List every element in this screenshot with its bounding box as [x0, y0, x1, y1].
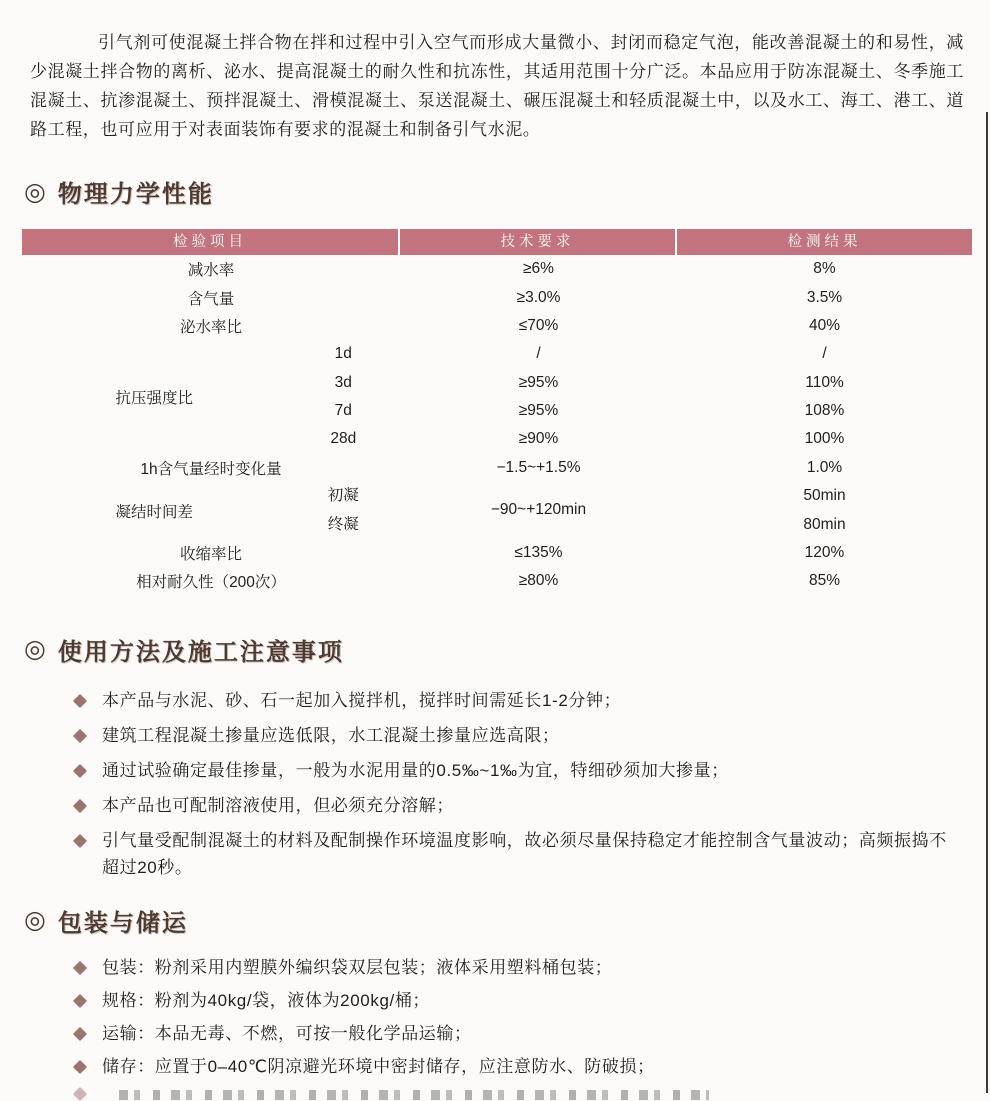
document-page — [0, 28, 990, 1093]
diamond-bullet-icon — [73, 799, 87, 813]
list-item — [74, 1020, 950, 1047]
list-item-text: 包装：粉剂采用内塑膜外编织袋双层包装；液体采用塑料桶包装； — [102, 957, 613, 977]
clipped-text-fragment — [119, 1090, 709, 1100]
cell-requirement: ≥90% — [518, 430, 559, 448]
section-heading-packaging — [24, 903, 990, 938]
cell-result: / — [822, 345, 827, 363]
cell-sub-item: 3d — [334, 373, 352, 391]
table-row — [22, 454, 972, 482]
list-item — [74, 954, 950, 981]
list-item — [74, 722, 950, 749]
list-item — [74, 757, 950, 784]
cell-sub-item: 28d — [330, 430, 357, 448]
table-row — [22, 255, 972, 283]
section-marker-icon: ◎ — [24, 635, 48, 664]
cell-item: 泌水率比 — [179, 318, 242, 336]
cell-result: 120% — [804, 544, 845, 562]
list-item-text: 建筑工程混凝土掺量应选低限，水工混凝土掺量应选高限； — [102, 725, 560, 745]
cell-result: 110% — [805, 373, 844, 391]
packaging-list — [74, 954, 950, 1080]
cell-item: 收缩率比 — [179, 546, 242, 564]
table-row — [22, 539, 972, 567]
column-header-result: 检测结果 — [787, 234, 862, 250]
cell-requirement: ≥80% — [518, 572, 559, 590]
cell-item: 凝结时间差 — [115, 503, 194, 521]
table-group-row-compressive — [22, 340, 972, 454]
section-marker-icon: ◎ — [24, 906, 48, 935]
cell-requirement: ≤135% — [514, 544, 563, 562]
cell-requirement: −1.5~+1.5% — [496, 458, 581, 476]
list-item-text: 储存：应置于0–40℃阴凉避光环境中密封储存，应注意防水、防破损； — [102, 1056, 655, 1076]
cell-result: 1.0% — [806, 458, 843, 476]
cell-requirement: ≥95% — [518, 401, 559, 419]
cell-sub-item: 1d — [334, 345, 352, 363]
diamond-bullet-icon — [73, 729, 87, 743]
cell-result: 3.5% — [806, 288, 843, 306]
cell-item: 减水率 — [187, 262, 235, 280]
list-item — [74, 792, 950, 819]
list-item-text: 规格：粉剂为40kg/袋，液体为200kg/桶； — [102, 990, 431, 1010]
table-header-row — [22, 229, 972, 255]
cell-sub-item: 初凝 — [327, 487, 359, 505]
cell-result: 50min — [803, 487, 846, 505]
list-item-text: 本产品也可配制溶液使用，但必须充分溶解； — [102, 795, 454, 815]
cell-requirement: ≥6% — [523, 260, 554, 278]
table-group-row-setting-time — [22, 482, 972, 539]
cell-requirement: ≥95% — [518, 373, 559, 391]
intro-paragraph: 引气剂可使混凝土拌合物在拌和过程中引入空气而形成大量微小、封闭而稳定气泡，能改善混凝土的和易性，减少混凝土拌合物的离析、泌水、提高混凝土的耐久性和抗冻性，其适用范围十分广泛。本品应用于防冻混凝土、冬季施工混凝土、抗渗混凝土、预拌混凝土、滑模混凝土、泵送混凝土、碾压混凝土和轻质混凝土中，以及水工、海工、港工、道路工程，也可应用于对表面装饰有要求的混凝土和制备引气水泥。 — [30, 33, 964, 139]
table-row — [22, 567, 972, 595]
cell-requirement: / — [536, 345, 541, 363]
cell-sub-item: 终凝 — [327, 515, 359, 533]
diamond-bullet-icon — [73, 961, 87, 975]
cell-item: 含气量 — [187, 290, 235, 308]
list-item-text: 引气量受配制混凝土的材料及配制操作环境温度影响，故必须尽量保持稳定才能控制含气量波动；高频振捣不超过20秒。 — [102, 830, 947, 877]
cell-result: 80min — [803, 515, 846, 533]
cell-item: 相对耐久性（200次） — [136, 574, 286, 592]
section-title: 物理力学性能 — [57, 181, 214, 208]
properties-table — [22, 229, 972, 596]
list-item-text: 运输：本品无毒、不燃，可按一般化学品运输； — [102, 1023, 472, 1043]
cell-result: 85% — [808, 572, 841, 590]
table-row — [22, 283, 972, 311]
section-heading-physical — [24, 174, 990, 209]
diamond-bullet-icon — [73, 1060, 87, 1074]
cell-requirement: ≤70% — [518, 316, 559, 334]
cell-result: 100% — [804, 430, 845, 448]
diamond-bullet-icon — [73, 1087, 87, 1101]
list-item-text: 通过试验确定最佳掺量，一般为水泥用量的0.5‰~1‰为宜，特细砂须加大掺量； — [102, 760, 729, 780]
table-row — [22, 312, 972, 340]
diamond-bullet-icon — [73, 994, 87, 1008]
cell-item: 抗压强度比 — [115, 389, 194, 407]
cell-requirement: −90~+120min — [490, 501, 587, 519]
list-item-text: 本产品与水泥、砂、石一起加入搅拌机，搅拌时间需延长1-2分钟； — [102, 690, 622, 710]
cell-result: 108% — [804, 401, 845, 419]
diamond-bullet-icon — [73, 1027, 87, 1041]
list-item — [74, 1053, 950, 1080]
cell-item: 1h含气量经时变化量 — [140, 460, 282, 478]
column-header-requirement: 技术要求 — [400, 229, 677, 255]
list-item — [74, 987, 950, 1014]
cut-off-text-line — [74, 1085, 709, 1093]
section-heading-usage — [24, 632, 990, 667]
section-title: 包装与储运 — [57, 909, 188, 937]
list-item — [74, 687, 950, 714]
cell-requirement: ≥3.0% — [516, 288, 561, 306]
cell-result: 8% — [813, 260, 836, 278]
section-marker-icon: ◎ — [24, 177, 48, 206]
diamond-bullet-icon — [73, 694, 87, 708]
column-header-item: 检验项目 — [22, 229, 400, 255]
cell-result: 40% — [808, 316, 841, 334]
section-title: 使用方法及施工注意事项 — [57, 638, 344, 666]
list-item — [74, 827, 950, 881]
diamond-bullet-icon — [73, 764, 87, 778]
cell-sub-item: 7d — [334, 401, 352, 419]
diamond-bullet-icon — [73, 834, 87, 848]
page-edge-line — [986, 112, 988, 1093]
usage-list — [74, 687, 950, 881]
